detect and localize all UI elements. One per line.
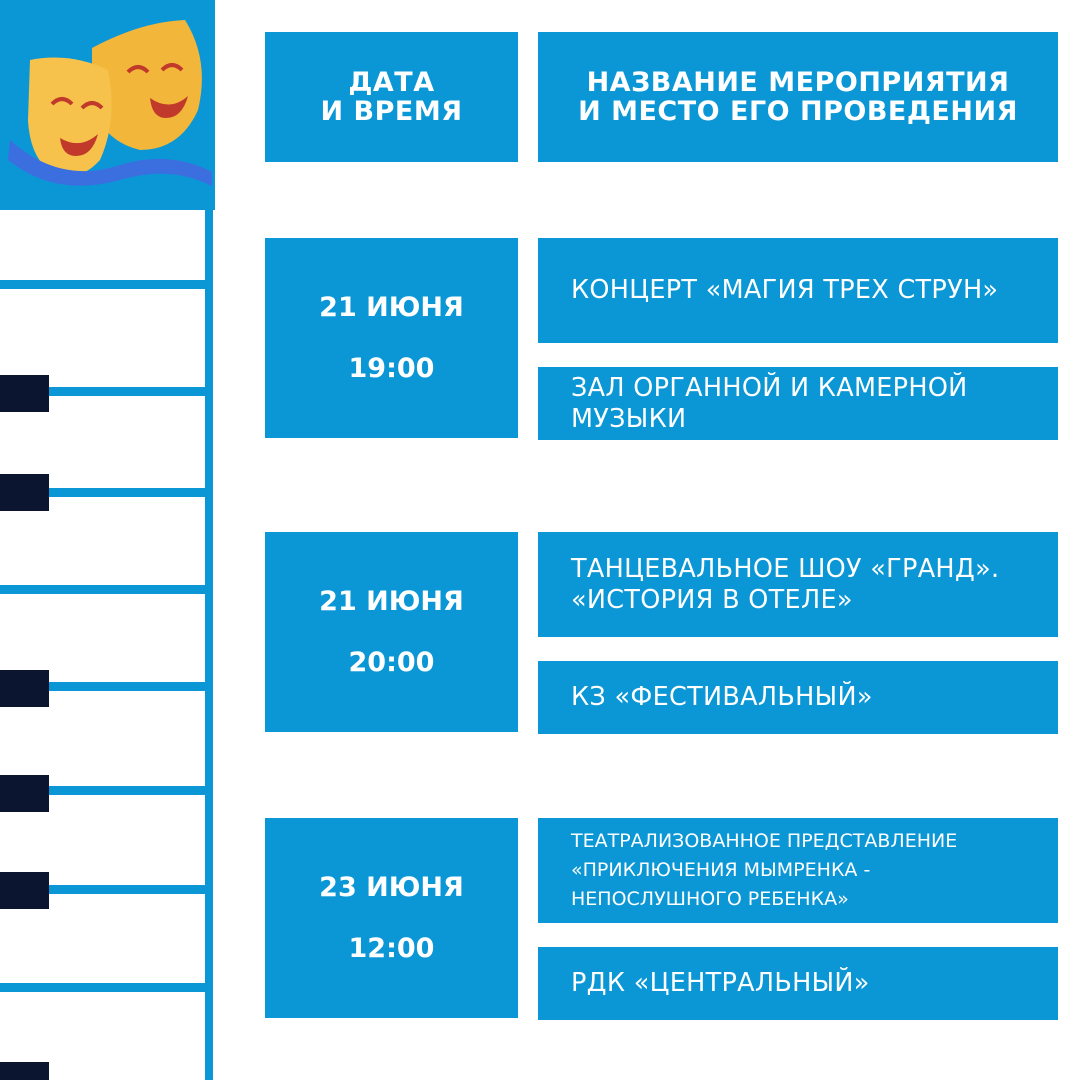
header-date-time: ДАТА И ВРЕМЯ (265, 32, 518, 162)
piano-black-key (0, 375, 49, 412)
event-time: 19:00 (348, 353, 435, 384)
event-time: 12:00 (348, 933, 435, 964)
event-datetime (265, 532, 518, 732)
piano-black-key (0, 775, 49, 812)
piano-black-key (0, 670, 49, 707)
piano-line (0, 280, 212, 289)
piano-line (0, 585, 212, 594)
event-date: 21 ИЮНЯ (319, 292, 464, 323)
piano-black-key (0, 872, 49, 909)
piano-black-key (0, 1062, 49, 1080)
event-time: 20:00 (348, 647, 435, 678)
header-event-place: НАЗВАНИЕ МЕРОПРИЯТИЯ И МЕСТО ЕГО ПРОВЕДЕНИЯ (538, 32, 1058, 162)
theater-masks-icon (0, 0, 215, 210)
event-datetime (265, 818, 518, 1018)
piano-line (0, 983, 212, 992)
event-date: 23 ИЮНЯ (319, 872, 464, 903)
event-place: ЗАЛ ОРГАННОЙ И КАМЕРНОЙ МУЗЫКИ (538, 367, 1058, 440)
vertical-divider-line (205, 200, 213, 1080)
event-datetime (265, 238, 518, 438)
event-name: ТАНЦЕВАЛЬНОЕ ШОУ «ГРАНД». «ИСТОРИЯ В ОТЕЛЕ» (538, 532, 1058, 637)
event-name: ТЕАТРАЛИЗОВАННОЕ ПРЕДСТАВЛЕНИЕ «ПРИКЛЮЧЕНИЯ МЫМРЕНКА - НЕПОСЛУШНОГО РЕБЕНКА» (538, 818, 1058, 923)
event-date: 21 ИЮНЯ (319, 586, 464, 617)
event-place: РДК «ЦЕНТРАЛЬНЫЙ» (538, 947, 1058, 1020)
event-name: КОНЦЕРТ «МАГИЯ ТРЕХ СТРУН» (538, 238, 1058, 343)
event-place: КЗ «ФЕСТИВАЛЬНЫЙ» (538, 661, 1058, 734)
piano-black-key (0, 474, 49, 511)
logo-panel (0, 0, 215, 210)
